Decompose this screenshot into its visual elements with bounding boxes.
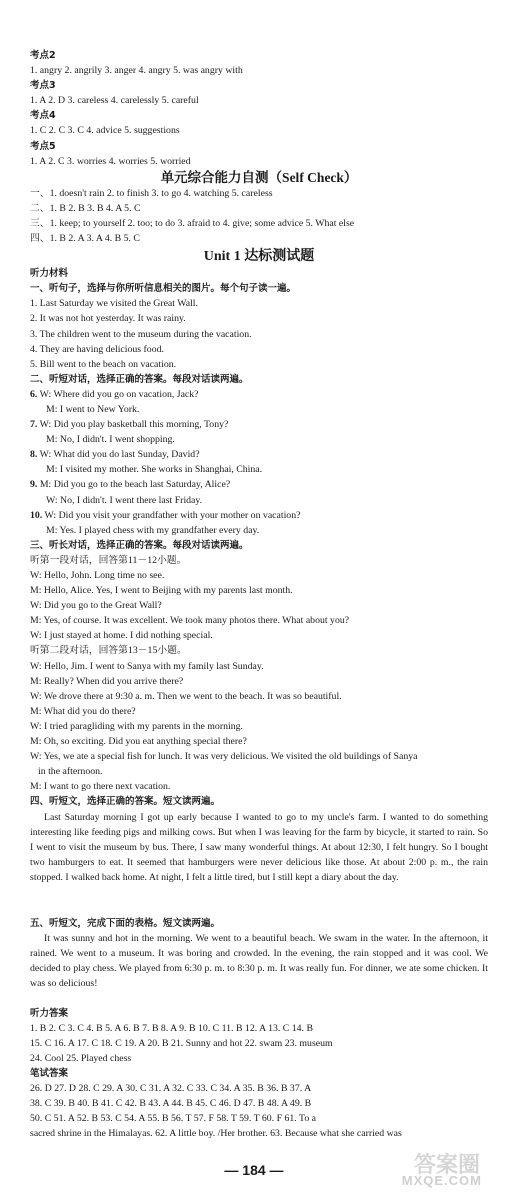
self-check-line: 一、1. doesn't rain 2. to finish 3. to go 4. watching 5. careless xyxy=(30,187,273,199)
kaodian-2-label: 考点2 xyxy=(30,50,56,61)
dialog-line: M: I visited my mother. She works in Shanghai, China. xyxy=(46,464,263,476)
watermark xyxy=(378,1148,498,1194)
self-check-line: 三、1. keep; to yourself 2. too; to do 3. afraid to 4. give; some advice 5. What else xyxy=(30,217,355,229)
dialog-line xyxy=(30,477,488,492)
kaodian-2-answers: 1. angry 2. angrily 3. anger 4. angry 5. was angry with xyxy=(30,65,243,77)
unit-title: Unit 1 达标测试题 xyxy=(203,249,315,265)
part5-passage: It was sunny and hot in the morning. We went to a beautiful beach. We swam in the water. In the afternoon, it rained. We went to a museum. It was boring and crowded. In the evening, the rain stopped and it was cool. We decided to play chess. We played from 6:30 p. m. to 8:30 p. m. It was really fun. For dinner, we ate some chicken. It was so delicious! xyxy=(30,932,488,989)
sentence-item: 5. Bill went to the beach on vacation. xyxy=(30,358,177,370)
kaodian-3-label: 考点3 xyxy=(30,80,56,92)
sentence-item: 4. They are having delicious food. xyxy=(30,343,164,355)
item-number: 10. xyxy=(30,509,43,521)
dialog-line xyxy=(30,387,488,402)
answer-line: 15. C 16. A 17. C 18. C 19. A 20. B 21. Sunny and hot 22. swam 23. museum xyxy=(30,1037,333,1049)
dialog-line: W: No, I didn't. I went there last Friday. xyxy=(46,494,203,506)
dialog-w: W: Where did you go on vacation, Jack? xyxy=(39,388,199,400)
kaodian-4-answers: 1. C 2. C 3. C 4. advice 5. suggestions xyxy=(30,125,180,137)
page-number: — 184 — xyxy=(224,1162,284,1178)
self-check-line: 四、1. B 2. A 3. A 4. B 5. C xyxy=(30,233,140,245)
dialog-line: W: We drove there at 9:30 a. m. Then we went to the beach. It was so beautiful. xyxy=(30,690,342,702)
dialog-line: M: Really? When did you arrive there? xyxy=(30,675,184,687)
dialog-line xyxy=(30,417,488,432)
listening-material-heading: 听力材料 xyxy=(30,268,69,280)
part4-passage: Last Saturday morning I got up early because I wanted to go to my uncle's farm. I wanted to do something interesting like feeding pigs and milking cows. But when I was leaving for the farm by bicycle, it started to rain. So I went to visit the museum by bus. There, I saw many wonderful things. At about 12:30, I felt hungry. So I bought two hamburgers to eat. It seemed that hamburgers were never delicious like those. At about 2:00 p. m., the rain stopped. I walked back home. At night, I felt a little tired, but I still kept a diary about the day. xyxy=(30,811,488,883)
item-number: 7. xyxy=(30,419,38,431)
answer-page xyxy=(30,48,488,1141)
dialog-line: W: Yes, we ate a special fish for lunch. It was very delicious. We visited the old buildings of Sanya xyxy=(30,751,418,763)
answer-line: 26. D 27. D 28. C 29. A 30. C 31. A 32. C 33. C 34. A 35. B 36. B 37. A xyxy=(30,1083,312,1095)
dialog-line: W: Hello, Jim. I went to Sanya with my family last Sunday. xyxy=(30,660,264,672)
dialog-line: W: I tried paragliding with my parents in the morning. xyxy=(30,720,243,732)
answer-line: 38. C 39. B 40. B 41. C 42. B 43. A 44. B 45. C 46. D 47. B 48. A 49. B xyxy=(30,1098,312,1110)
item-number: 9. xyxy=(30,479,38,491)
kaodian-3-answers: 1. A 2. D 3. careless 4. carelessly 5. careful xyxy=(30,95,199,107)
part5-heading: 五、听短文，完成下面的表格。短文读两遍。 xyxy=(30,917,221,929)
kaodian-5-label: 考点5 xyxy=(30,140,56,152)
dialog-line xyxy=(30,508,488,523)
dialog-line: W: Did you go to the Great Wall? xyxy=(30,600,162,612)
watermark-text: MXQE.COM xyxy=(401,1173,482,1188)
written-answers-heading: 笔试答案 xyxy=(30,1067,69,1079)
dialog-line: in the afternoon. xyxy=(38,766,103,778)
dialog-line: W: Hello, John. Long time no see. xyxy=(30,570,165,581)
part1-heading: 一、听句子，选择与你所听信息相关的图片。每个句子读一遍。 xyxy=(30,283,297,295)
item-number: 6. xyxy=(30,388,38,400)
dialog-line xyxy=(30,447,488,462)
answers-top xyxy=(30,48,488,169)
dialog-line: M: Hello, Alice. Yes, I went to Beijing with my parents last month. xyxy=(30,585,293,597)
part4-heading: 四、听短文，选择正确的答案。短文读两遍。 xyxy=(30,796,221,808)
dialog2-heading: 听第二段对话，回答第13－15小题。 xyxy=(30,645,187,657)
answer-line: 50. C 51. A 52. B 53. C 54. A 55. B 56. T 57. F 58. T 59. T 60. F 61. To a xyxy=(30,1113,317,1125)
dialog-line: W: I just stayed at home. I did nothing special. xyxy=(30,630,213,642)
answer-line: 24. Cool 25. Played chess xyxy=(30,1052,132,1064)
sentence-item: 2. It was not hot yesterday. It was rainy. xyxy=(30,313,186,325)
dialog-line: M: I want to go there next vacation. xyxy=(30,781,171,793)
kaodian-5-answers: 1. A 2. C 3. worries 4. worries 5. worried xyxy=(30,155,191,167)
dialog-line: M: Oh, so exciting. Did you eat anything special there? xyxy=(30,736,247,748)
part2-heading: 二、听短对话，选择正确的答案。每段对话读两遍。 xyxy=(30,373,249,385)
dialog-w: W: Did you play basketball this morning, Tony? xyxy=(39,419,229,431)
dialog-line: M: What did you do there? xyxy=(30,705,136,717)
dialog-line: M: I went to New York. xyxy=(46,403,140,415)
item-number: 8. xyxy=(30,449,38,461)
part3-heading: 三、听长对话，选择正确的答案。每段对话读两遍。 xyxy=(30,539,249,551)
dialog-line: M: Yes, of course. It was excellent. We took many photos there. What about you? xyxy=(30,615,350,627)
sentence-item: 3. The children went to the museum during the vacation. xyxy=(30,328,252,340)
dialog-line: M: No, I didn't. I went shopping. xyxy=(46,434,175,446)
dialog-line: M: Yes. I played chess with my grandfather every day. xyxy=(46,524,260,536)
dialog-w: W: Did you visit your grandfather with your mother on vacation? xyxy=(44,509,301,521)
self-check-line: 二、1. B 2. B 3. B 4. A 5. C xyxy=(30,202,141,214)
listening-answers-heading: 听力答案 xyxy=(30,1007,69,1019)
kaodian-4-label: 考点4 xyxy=(30,110,56,122)
answer-line: 1. B 2. C 3. C 4. B 5. A 6. B 7. B 8. A 9. B 10. C 11. B 12. A 13. C 14. B xyxy=(30,1022,313,1034)
answer-line: sacred shrine in the Himalayas. 62. A little boy. /Her brother. 63. Because what she carried was xyxy=(30,1128,402,1140)
dialog-w: M: Did you go to the beach last Saturday, Alice? xyxy=(39,479,231,491)
sentence-item: 1. Last Saturday we visited the Great Wall. xyxy=(30,298,198,310)
dialog1-heading: 听第一段对话，回答第11－12小题。 xyxy=(30,554,187,566)
self-check-title: 单元综合能力自测（Self Check） xyxy=(160,169,358,185)
dialog-w: W: What did you do last Sunday, David? xyxy=(39,449,200,461)
watermark-logo-icon: 答案圈 xyxy=(413,1153,480,1178)
